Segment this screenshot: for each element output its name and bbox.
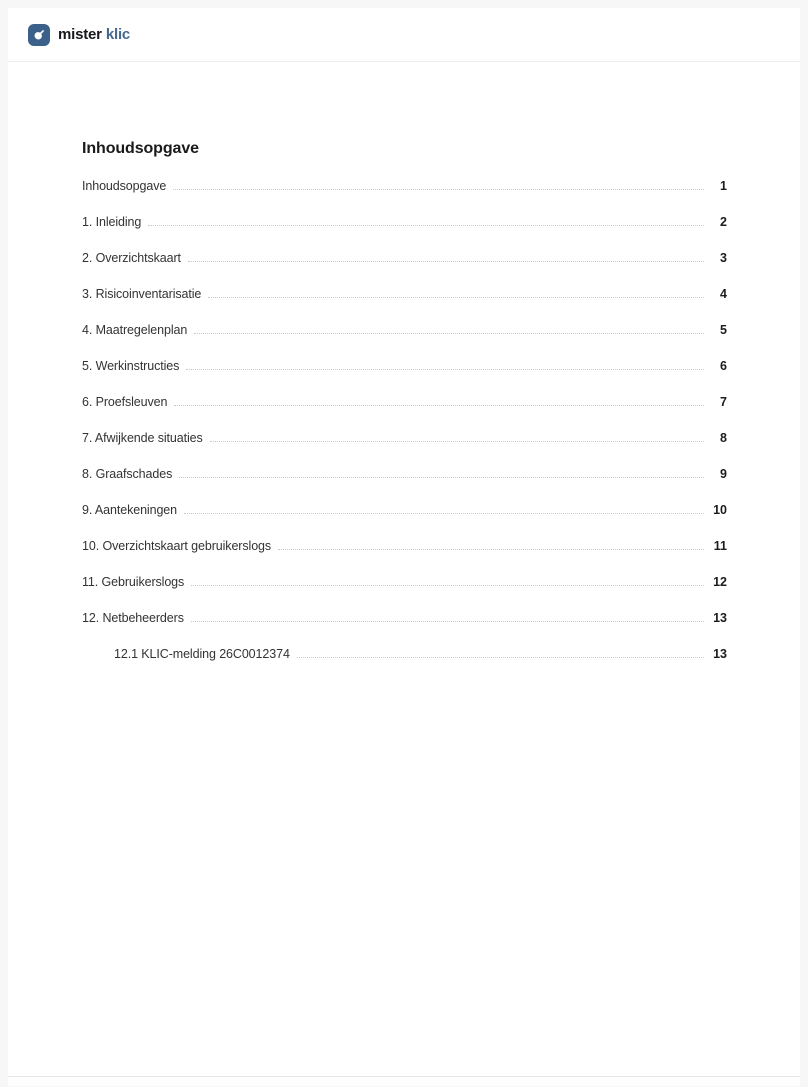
next-page-edge xyxy=(8,1077,800,1086)
toc-dotted-leader xyxy=(278,549,704,550)
toc-dotted-leader xyxy=(184,513,704,514)
toc-row[interactable] xyxy=(82,564,727,600)
toc-heading: Inhoudsopgave xyxy=(82,140,199,157)
toc-entry-label: 6. Proefsleuven xyxy=(82,395,168,409)
toc-dotted-leader xyxy=(191,585,704,586)
toc-page-number: 8 xyxy=(720,431,727,445)
toc-page-number: 9 xyxy=(720,467,727,481)
toc-row[interactable] xyxy=(82,168,727,204)
toc-entry-label: 12. Netbeheerders xyxy=(82,611,184,625)
toc-page-number: 2 xyxy=(720,215,727,229)
toc-entry-label: 5. Werkinstructies xyxy=(82,359,180,373)
toc-dotted-leader xyxy=(173,189,704,190)
logo-word-klic: klic xyxy=(105,26,131,43)
toc-row[interactable] xyxy=(82,348,727,384)
toc-page-number: 10 xyxy=(713,503,727,517)
toc-dotted-leader xyxy=(191,621,704,622)
toc-page-number: 11 xyxy=(713,539,727,553)
toc-row[interactable] xyxy=(82,492,727,528)
toc-entry-label: 9. Aantekeningen xyxy=(82,503,178,517)
toc-page-number: 1 xyxy=(720,179,727,193)
logo-wordmark xyxy=(58,26,130,43)
document-header xyxy=(8,8,800,62)
toc-entry-label: 8. Graafschades xyxy=(82,467,173,481)
toc-dotted-leader xyxy=(148,225,704,226)
toc-row[interactable] xyxy=(82,240,727,276)
toc-dotted-leader xyxy=(186,369,704,370)
shovel-icon xyxy=(28,24,50,46)
toc-dotted-leader xyxy=(208,297,704,298)
toc-row[interactable] xyxy=(82,636,727,672)
page-content xyxy=(8,62,800,672)
mister-klic-logo xyxy=(28,24,130,46)
toc-dotted-leader xyxy=(174,405,704,406)
toc-entry-label: 1. Inleiding xyxy=(82,215,142,229)
toc-entry-label: 2. Overzichtskaart xyxy=(82,251,181,265)
toc-dotted-leader xyxy=(297,657,704,658)
toc-page-number: 12 xyxy=(713,575,727,589)
toc-entry-label: 3. Risicoinventarisatie xyxy=(82,287,202,301)
toc-page-number: 4 xyxy=(720,287,727,301)
toc-entry-label: 11. Gebruikerslogs xyxy=(82,575,185,589)
toc-dotted-leader xyxy=(188,261,704,262)
toc-row[interactable] xyxy=(82,456,727,492)
toc-dotted-leader xyxy=(179,477,704,478)
toc-dotted-leader xyxy=(210,441,704,442)
logo-word-mister: mister xyxy=(58,26,102,43)
toc-row[interactable] xyxy=(82,420,727,456)
toc-dotted-leader xyxy=(194,333,704,334)
toc-page-number: 6 xyxy=(720,359,727,373)
toc-list xyxy=(82,168,727,672)
toc-row[interactable] xyxy=(82,312,727,348)
toc-row[interactable] xyxy=(82,276,727,312)
toc-page-number: 13 xyxy=(713,647,727,661)
toc-row[interactable] xyxy=(82,204,727,240)
toc-entry-label: 10. Overzichtskaart gebruikerslogs xyxy=(82,539,272,553)
toc-entry-label: Inhoudsopgave xyxy=(82,179,167,193)
toc-row[interactable] xyxy=(82,384,727,420)
toc-page-number: 7 xyxy=(720,395,727,409)
toc-entry-label: 4. Maatregelenplan xyxy=(82,323,188,337)
toc-page-number: 13 xyxy=(713,611,727,625)
toc-row[interactable] xyxy=(82,600,727,636)
toc-page-number: 5 xyxy=(720,323,727,337)
document-page xyxy=(8,8,800,1077)
toc-entry-label: 7. Afwijkende situaties xyxy=(82,431,203,445)
toc-page-number: 3 xyxy=(720,251,727,265)
toc-entry-label: 12.1 KLIC-melding 26C0012374 xyxy=(114,647,290,661)
toc-row[interactable] xyxy=(82,528,727,564)
